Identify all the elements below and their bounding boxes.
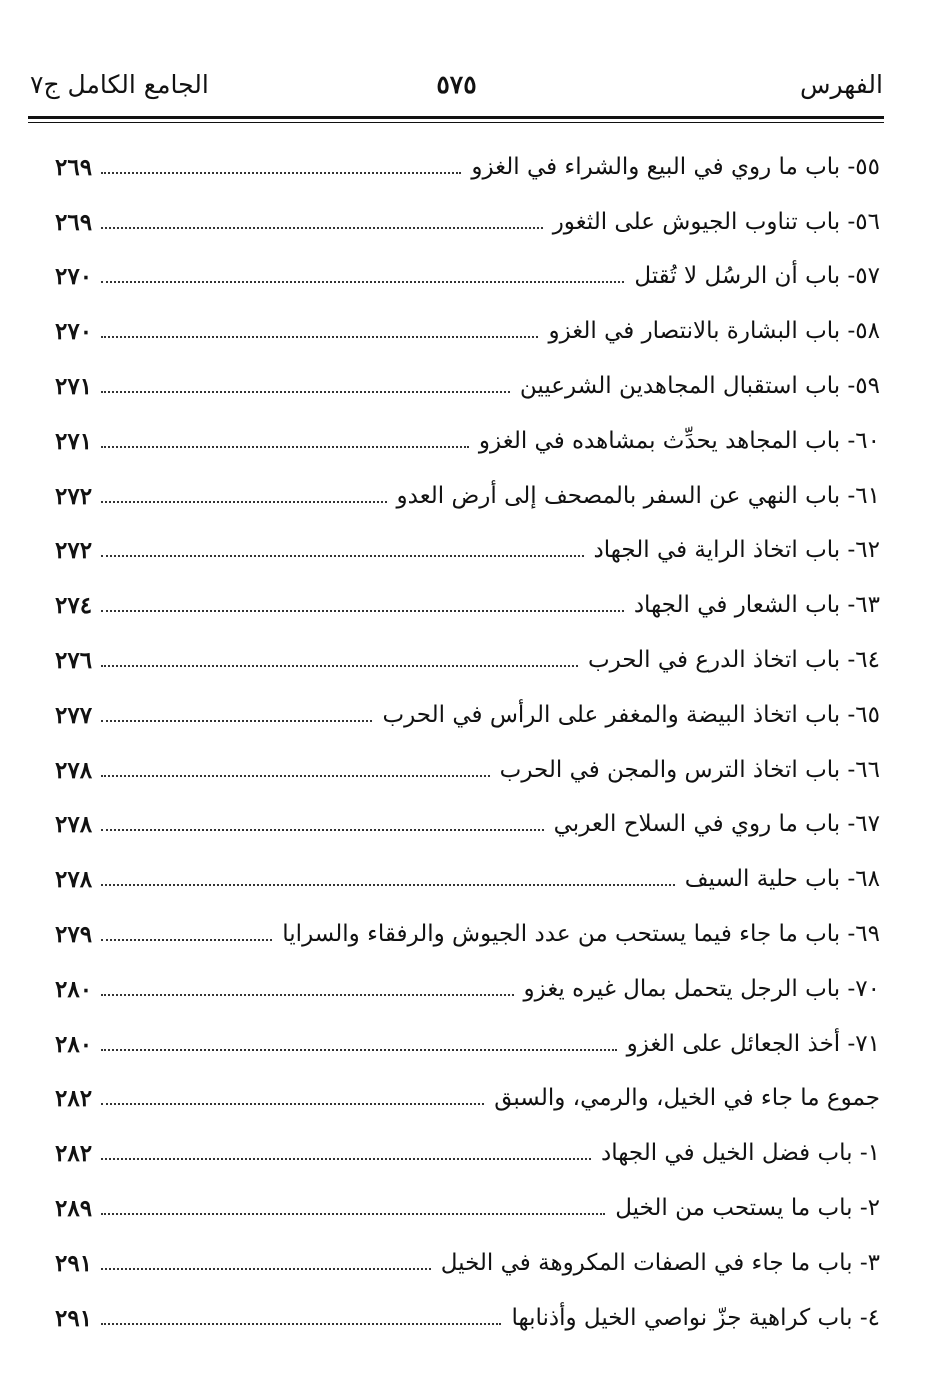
toc-entry-page: ٢٧٢ xyxy=(55,482,93,510)
toc-entry xyxy=(55,359,880,414)
toc-entry-title: ٦٨- باب حلية السيف xyxy=(684,866,880,893)
dot-leader xyxy=(101,993,514,996)
toc-entry-page: ٢٨٢ xyxy=(55,1085,93,1113)
toc-entry-title: ٦٥- باب اتخاذ البيضة والمغفر على الرأس في الحرب xyxy=(382,701,880,728)
toc-entry-title: ٦٤- باب اتخاذ الدرع في الحرب xyxy=(587,647,880,674)
toc-entry-title: ١- باب فضل الخيل في الجهاد xyxy=(601,1140,880,1167)
toc-entry xyxy=(55,688,880,743)
toc-entry xyxy=(55,907,880,962)
toc-entry-title: ٦٦- باب اتخاذ الترس والمجن في الحرب xyxy=(499,756,880,783)
dot-leader xyxy=(101,774,490,777)
dot-leader xyxy=(101,1157,591,1160)
dot-leader xyxy=(101,554,584,557)
toc-entry-page: ٢٧١ xyxy=(55,373,93,401)
dot-leader xyxy=(101,280,624,283)
toc-entry xyxy=(55,962,880,1017)
toc-entry-title: ٦٧- باب ما روي في السلاح العربي xyxy=(553,811,880,838)
toc-entry-title: ٦٣- باب الشعار في الجهاد xyxy=(633,592,880,619)
toc-entry xyxy=(55,633,880,688)
toc-entry-page: ٢٦٩ xyxy=(55,208,93,236)
dot-leader xyxy=(101,609,624,612)
toc-entry-page: ٢٧٦ xyxy=(55,647,93,675)
toc-entry xyxy=(55,1181,880,1236)
toc-entry-page: ٢٨٠ xyxy=(55,975,93,1003)
toc-entry-page: ٢٧٨ xyxy=(55,756,93,784)
toc-entry xyxy=(55,1072,880,1127)
toc-entry xyxy=(55,852,880,907)
toc-entry xyxy=(55,1017,880,1072)
dot-leader xyxy=(101,226,543,229)
dot-leader xyxy=(101,883,675,886)
toc-entry xyxy=(55,250,880,305)
toc-entry-page: ٢٩١ xyxy=(55,1249,93,1277)
toc-entry-title: ٣- باب ما جاء في الصفات المكروهة في الخيل xyxy=(440,1249,880,1276)
toc-entry-page: ٢٧٧ xyxy=(55,701,93,729)
toc-entry-page: ٢٧٤ xyxy=(55,592,93,620)
toc-entry-title: ٢- باب ما يستحب من الخيل xyxy=(615,1195,880,1222)
toc-entry-title: ٦١- باب النهي عن السفر بالمصحف إلى أرض العدو xyxy=(396,482,880,509)
toc-entry-title: ٧٠- باب الرجل يتحمل بمال غيره يغزو xyxy=(523,975,880,1002)
toc-entry xyxy=(55,1126,880,1181)
toc-entry-page: ٢٧٠ xyxy=(55,263,93,291)
dot-leader xyxy=(101,335,538,338)
section-title: الفهرس xyxy=(799,70,883,99)
toc-entry-page: ٢٧٩ xyxy=(55,921,93,949)
toc-entry xyxy=(55,524,880,579)
toc-entry-page: ٢٨٠ xyxy=(55,1030,93,1058)
toc-entry xyxy=(55,304,880,359)
toc-entry xyxy=(55,469,880,524)
dot-leader xyxy=(101,1102,484,1105)
toc-entry-page: ٢٦٩ xyxy=(55,153,93,181)
toc-entry-title: ٥٨- باب البشارة بالانتصار في الغزو xyxy=(548,318,880,345)
dot-leader xyxy=(101,500,387,503)
dot-leader xyxy=(101,1322,501,1325)
dot-leader xyxy=(101,171,461,174)
toc-entry-page: ٢٩١ xyxy=(55,1304,93,1332)
book-title: الجامع الكامل ج٧ xyxy=(30,70,209,99)
toc-entry xyxy=(55,578,880,633)
toc-entry xyxy=(55,743,880,798)
dot-leader xyxy=(101,1048,617,1051)
toc-entry-title: ٤- باب كراهية جزّ نواصي الخيل وأذنابها xyxy=(511,1304,880,1331)
dot-leader xyxy=(101,938,272,941)
toc-entry xyxy=(55,414,880,469)
toc-entry-page: ٢٧٨ xyxy=(55,811,93,839)
header-rule-thin xyxy=(28,122,884,123)
toc-entry-page: ٢٧١ xyxy=(55,427,93,455)
toc-entry xyxy=(55,1291,880,1346)
dot-leader xyxy=(101,664,578,667)
toc-entry-title: ٥٦- باب تناوب الجيوش على الثغور xyxy=(552,208,880,235)
toc-entry-title: ٥٥- باب ما روي في البيع والشراء في الغزو xyxy=(471,153,880,180)
toc-entry-page: ٢٧٨ xyxy=(55,866,93,894)
dot-leader xyxy=(101,719,372,722)
toc-entry xyxy=(55,798,880,853)
toc-entry-title: جموع ما جاء في الخيل، والرمي، والسبق xyxy=(494,1085,880,1112)
toc-entry-title: ٦٩- باب ما جاء فيما يستحب من عدد الجيوش والرفقاء والسرايا xyxy=(282,921,880,948)
dot-leader xyxy=(101,828,544,831)
toc-entry-title: ٦٠- باب المجاهد يحدِّث بمشاهده في الغزو xyxy=(478,427,880,454)
header-rule-thick xyxy=(28,116,884,119)
dot-leader xyxy=(101,390,510,393)
dot-leader xyxy=(101,1212,605,1215)
toc-entry xyxy=(55,1236,880,1291)
dot-leader xyxy=(101,445,469,448)
toc-entry-title: ٥٧- باب أن الرسُل لا تُقتل xyxy=(634,263,880,290)
toc-entry-title: ٦٢- باب اتخاذ الراية في الجهاد xyxy=(593,537,880,564)
table-of-contents xyxy=(55,140,880,1346)
page-number: ٥٧٥ xyxy=(436,70,477,99)
toc-entry xyxy=(55,195,880,250)
toc-entry-page: ٢٧٢ xyxy=(55,537,93,565)
dot-leader xyxy=(101,1267,431,1270)
toc-entry-page: ٢٨٢ xyxy=(55,1140,93,1168)
toc-entry xyxy=(55,140,880,195)
toc-entry-title: ٥٩- باب استقبال المجاهدين الشرعيين xyxy=(519,373,880,400)
page-header xyxy=(30,70,883,110)
toc-entry-page: ٢٨٩ xyxy=(55,1195,93,1223)
toc-entry-title: ٧١- أخذ الجعائل على الغزو xyxy=(626,1030,880,1057)
toc-entry-page: ٢٧٠ xyxy=(55,318,93,346)
